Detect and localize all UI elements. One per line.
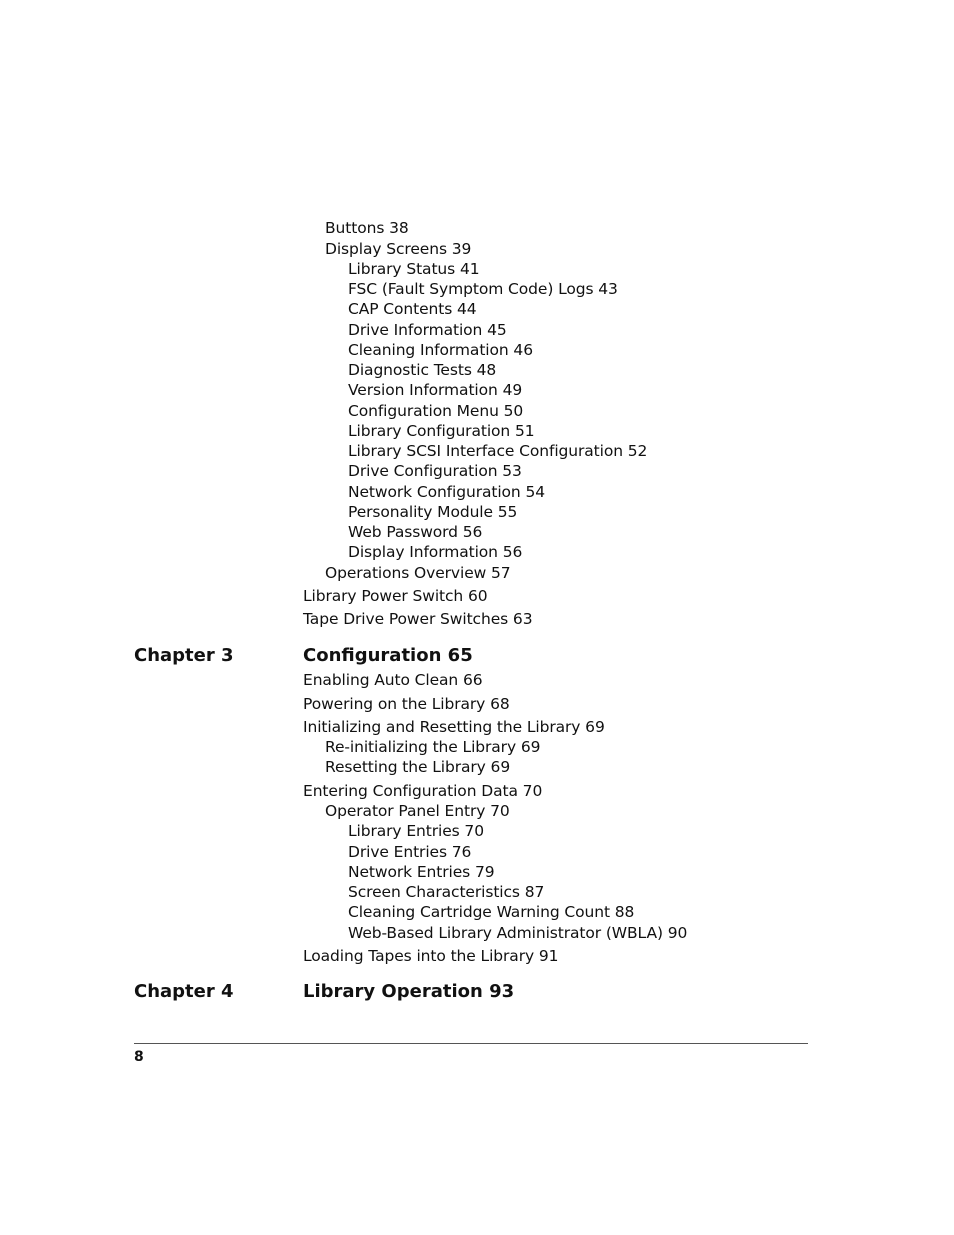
toc-entry: Screen Characteristics 87 [348, 883, 545, 901]
chapter-title: Configuration 65 [303, 645, 473, 666]
chapter-label: Chapter 4 [134, 981, 234, 1002]
page-number: 8 [134, 1049, 144, 1065]
toc-entry: Resetting the Library 69 [325, 758, 511, 776]
toc-entry: Display Information 56 [348, 543, 523, 561]
toc-entry: CAP Contents 44 [348, 300, 477, 318]
toc-entry: Network Entries 79 [348, 863, 495, 881]
toc-entry: Buttons 38 [325, 219, 409, 237]
toc-entry: Network Configuration 54 [348, 483, 546, 501]
toc-entry: Powering on the Library 68 [303, 695, 510, 713]
toc-entry: Diagnostic Tests 48 [348, 361, 497, 379]
toc-entry: Library Status 41 [348, 260, 480, 278]
toc-entry: Library SCSI Interface Configuration 52 [348, 442, 648, 460]
toc-entry: Entering Configuration Data 70 [303, 782, 543, 800]
toc-entry: Web Password 56 [348, 523, 483, 541]
toc-entry: Tape Drive Power Switches 63 [303, 610, 533, 628]
toc-entry: Web-Based Library Administrator (WBLA) 90 [348, 924, 688, 942]
toc-entry: Loading Tapes into the Library 91 [303, 947, 559, 965]
toc-entry: Library Power Switch 60 [303, 587, 488, 605]
toc-entry: Drive Configuration 53 [348, 462, 522, 480]
chapter-label: Chapter 3 [134, 645, 234, 666]
chapter-title: Library Operation 93 [303, 981, 515, 1002]
toc-entry: Display Screens 39 [325, 240, 472, 258]
toc-entry: FSC (Fault Symptom Code) Logs 43 [348, 280, 618, 298]
toc-entry: Initializing and Resetting the Library 69 [303, 718, 605, 736]
toc-entry: Cleaning Cartridge Warning Count 88 [348, 903, 635, 921]
toc-entry: Personality Module 55 [348, 503, 518, 521]
toc-entry: Library Configuration 51 [348, 422, 535, 440]
toc-entry: Version Information 49 [348, 381, 523, 399]
toc-entry: Configuration Menu 50 [348, 402, 524, 420]
toc-entry: Re-initializing the Library 69 [325, 738, 541, 756]
toc-entry: Operator Panel Entry 70 [325, 802, 510, 820]
footer-rule [134, 1043, 808, 1044]
toc-entry: Enabling Auto Clean 66 [303, 671, 483, 689]
toc-entry: Cleaning Information 46 [348, 341, 533, 359]
toc-entry: Drive Entries 76 [348, 843, 472, 861]
toc-entry: Drive Information 45 [348, 321, 507, 339]
toc-entry: Library Entries 70 [348, 822, 484, 840]
toc-entry: Operations Overview 57 [325, 564, 511, 582]
